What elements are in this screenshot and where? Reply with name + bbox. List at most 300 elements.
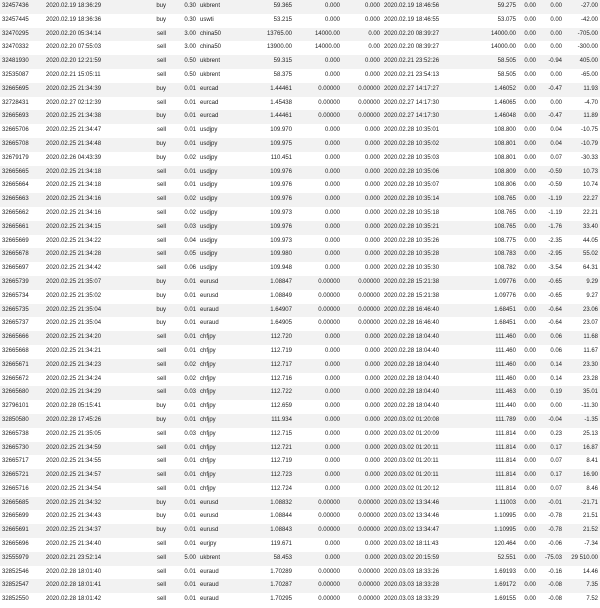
cell-profit: 16.90 [564, 469, 600, 483]
table-row[interactable] [0, 455, 600, 469]
cell-profit: -42.00 [564, 14, 600, 28]
cell-commission: 0.00 [518, 524, 538, 538]
cell-size: 0.04 [168, 235, 198, 249]
cell-close-time: 2020.02.28 10:35:28 [382, 248, 472, 262]
cell-profit: -1.35 [564, 414, 600, 428]
cell-symbol: uswti [198, 14, 240, 28]
cell-close-price: 59.275 [472, 0, 518, 14]
cell-profit: 11.67 [564, 345, 600, 359]
cell-take-profit: 0.000 [342, 442, 382, 456]
cell-profit: -21.71 [564, 497, 600, 511]
cell-open-time: 2020.02.25 21:34:37 [44, 524, 136, 538]
table-row[interactable] [0, 28, 600, 42]
table-row[interactable] [0, 207, 600, 221]
cell-profit: 10.74 [564, 179, 600, 193]
cell-take-profit: 0.00000 [342, 317, 382, 331]
cell-swap: -3.54 [538, 262, 564, 276]
cell-ticket: 32665735 [0, 304, 44, 318]
cell-stop-loss: 0.00000 [294, 579, 342, 593]
cell-type: sell [136, 97, 168, 111]
cell-close-price: 108.806 [472, 179, 518, 193]
cell-close-price: 111.789 [472, 414, 518, 428]
cell-commission: 0.00 [518, 152, 538, 166]
cell-symbol: chfjpy [198, 386, 240, 400]
cell-take-profit: 0.000 [342, 138, 382, 152]
cell-commission: 0.00 [518, 124, 538, 138]
cell-close-price: 108.765 [472, 193, 518, 207]
table-row[interactable] [0, 579, 600, 593]
cell-ticket: 32665697 [0, 262, 44, 276]
cell-take-profit: 0.000 [342, 414, 382, 428]
cell-type: sell [136, 483, 168, 497]
cell-open-time: 2020.02.25 21:34:48 [44, 138, 136, 152]
cell-close-price: 108.809 [472, 166, 518, 180]
cell-close-price: 14000.00 [472, 28, 518, 42]
cell-close-price: 111.460 [472, 331, 518, 345]
cell-size: 0.50 [168, 69, 198, 83]
cell-profit: -4.70 [564, 97, 600, 111]
cell-stop-loss: 0.00000 [294, 566, 342, 580]
cell-open-price: 1.08847 [240, 276, 294, 290]
cell-size: 0.30 [168, 14, 198, 28]
table-row[interactable] [0, 359, 600, 373]
table-row[interactable] [0, 262, 600, 276]
cell-open-time: 2020.02.20 07:55:03 [44, 41, 136, 55]
cell-size: 0.01 [168, 469, 198, 483]
cell-take-profit: 0.00000 [342, 97, 382, 111]
cell-profit: 9.29 [564, 276, 600, 290]
cell-swap: -0.47 [538, 110, 564, 124]
table-row[interactable] [0, 497, 600, 511]
table-row[interactable] [0, 538, 600, 552]
cell-profit: 21.52 [564, 524, 600, 538]
cell-open-time: 2020.02.25 21:35:07 [44, 276, 136, 290]
cell-symbol: chfjpy [198, 359, 240, 373]
cell-close-price: 108.782 [472, 262, 518, 276]
cell-close-time: 2020.02.27 14:17:27 [382, 83, 472, 97]
cell-stop-loss: 0.000 [294, 428, 342, 442]
cell-open-price: 109.976 [240, 221, 294, 235]
cell-commission: 0.00 [518, 566, 538, 580]
cell-close-price: 1.46065 [472, 97, 518, 111]
cell-open-time: 2020.02.25 21:34:38 [44, 110, 136, 124]
cell-profit: 16.87 [564, 442, 600, 456]
cell-type: sell [136, 262, 168, 276]
cell-close-price: 1.69155 [472, 593, 518, 607]
cell-commission: 0.00 [518, 41, 538, 55]
cell-close-time: 2020.03.03 18:33:29 [382, 593, 472, 607]
cell-open-time: 2020.02.25 21:34:18 [44, 179, 136, 193]
cell-open-time: 2020.02.27 02:12:39 [44, 97, 136, 111]
cell-stop-loss: 0.000 [294, 414, 342, 428]
table-row[interactable] [0, 483, 600, 497]
cell-ticket: 32665734 [0, 290, 44, 304]
cell-stop-loss: 0.000 [294, 0, 342, 14]
cell-commission: 0.00 [518, 290, 538, 304]
cell-ticket: 32665661 [0, 221, 44, 235]
cell-swap: 0.00 [538, 69, 564, 83]
table-row[interactable] [0, 124, 600, 138]
cell-size: 0.01 [168, 304, 198, 318]
cell-symbol: usdjpy [198, 152, 240, 166]
cell-open-price: 1.08832 [240, 497, 294, 511]
cell-open-price: 59.365 [240, 0, 294, 14]
cell-profit: 8.41 [564, 455, 600, 469]
cell-open-time: 2020.02.25 21:34:47 [44, 124, 136, 138]
table-row[interactable] [0, 290, 600, 304]
table-row[interactable] [0, 55, 600, 69]
table-row[interactable] [0, 69, 600, 83]
table-row[interactable] [0, 14, 600, 28]
cell-close-time: 2020.03.02 01:20:11 [382, 442, 472, 456]
cell-open-time: 2020.02.26 04:43:39 [44, 152, 136, 166]
cell-ticket: 32852546 [0, 566, 44, 580]
cell-type: buy [136, 524, 168, 538]
cell-close-price: 108.765 [472, 207, 518, 221]
cell-open-time: 2020.02.28 18:01:42 [44, 593, 136, 607]
cell-open-price: 59.315 [240, 55, 294, 69]
cell-size: 3.00 [168, 28, 198, 42]
cell-type: sell [136, 221, 168, 235]
cell-symbol: usdjpy [198, 193, 240, 207]
cell-type: sell [136, 373, 168, 387]
table-row[interactable] [0, 386, 600, 400]
table-row[interactable] [0, 221, 600, 235]
cell-profit: 22.21 [564, 207, 600, 221]
cell-close-time: 2020.02.27 14:17:30 [382, 110, 472, 124]
cell-swap: -0.94 [538, 55, 564, 69]
cell-symbol: usdjpy [198, 221, 240, 235]
cell-size: 0.02 [168, 207, 198, 221]
cell-commission: 0.00 [518, 207, 538, 221]
cell-open-time: 2020.02.25 21:35:04 [44, 304, 136, 318]
cell-take-profit: 0.000 [342, 400, 382, 414]
cell-commission: 0.00 [518, 593, 538, 607]
cell-type: sell [136, 41, 168, 55]
table-row[interactable] [0, 138, 600, 152]
cell-stop-loss: 0.000 [294, 166, 342, 180]
cell-open-price: 119.671 [240, 538, 294, 552]
cell-stop-loss: 0.000 [294, 386, 342, 400]
cell-stop-loss: 0.000 [294, 373, 342, 387]
cell-open-time: 2020.02.25 21:34:21 [44, 345, 136, 359]
cell-profit: -705.00 [564, 28, 600, 42]
cell-open-price: 111.934 [240, 414, 294, 428]
cell-open-time: 2020.02.25 21:34:22 [44, 235, 136, 249]
cell-size: 0.01 [168, 455, 198, 469]
cell-commission: 0.00 [518, 110, 538, 124]
cell-commission: 0.00 [518, 262, 538, 276]
table-row[interactable] [0, 317, 600, 331]
cell-swap: 0.14 [538, 373, 564, 387]
cell-close-time: 2020.02.28 10:35:26 [382, 235, 472, 249]
cell-type: buy [136, 317, 168, 331]
cell-close-price: 1.46048 [472, 110, 518, 124]
cell-close-time: 2020.03.02 01:20:11 [382, 455, 472, 469]
table-row[interactable] [0, 414, 600, 428]
cell-type: sell [136, 538, 168, 552]
cell-profit: 21.51 [564, 510, 600, 524]
cell-stop-loss: 0.000 [294, 483, 342, 497]
cell-ticket: 32665662 [0, 207, 44, 221]
cell-profit: 29 510.00 [564, 552, 600, 566]
cell-open-time: 2020.02.25 21:35:05 [44, 428, 136, 442]
table-row[interactable] [0, 152, 600, 166]
cell-ticket: 32481930 [0, 55, 44, 69]
table-row[interactable] [0, 276, 600, 290]
cell-close-time: 2020.02.19 18:46:55 [382, 14, 472, 28]
cell-open-time: 2020.02.25 21:34:54 [44, 483, 136, 497]
cell-close-price: 1.10995 [472, 510, 518, 524]
cell-close-time: 2020.02.28 16:46:40 [382, 317, 472, 331]
cell-symbol: chfjpy [198, 331, 240, 345]
cell-stop-loss: 0.000 [294, 455, 342, 469]
cell-commission: 0.00 [518, 345, 538, 359]
cell-open-time: 2020.02.25 21:34:55 [44, 455, 136, 469]
cell-ticket: 32665672 [0, 373, 44, 387]
cell-close-time: 2020.02.28 10:35:06 [382, 166, 472, 180]
cell-close-time: 2020.03.02 13:34:46 [382, 497, 472, 511]
cell-swap: -1.76 [538, 221, 564, 235]
cell-type: sell [136, 455, 168, 469]
cell-symbol: chfjpy [198, 442, 240, 456]
cell-swap: 0.00 [538, 400, 564, 414]
cell-swap: 0.00 [538, 28, 564, 42]
cell-profit: -65.00 [564, 69, 600, 83]
cell-stop-loss: 0.00000 [294, 524, 342, 538]
cell-commission: 0.00 [518, 538, 538, 552]
cell-take-profit: 0.000 [342, 373, 382, 387]
cell-take-profit: 0.000 [342, 0, 382, 14]
cell-size: 0.03 [168, 428, 198, 442]
table-row[interactable] [0, 524, 600, 538]
cell-symbol: usdjpy [198, 166, 240, 180]
cell-close-price: 1.46052 [472, 83, 518, 97]
cell-close-time: 2020.02.27 14:17:30 [382, 97, 472, 111]
cell-ticket: 32665693 [0, 110, 44, 124]
cell-open-time: 2020.02.25 21:34:24 [44, 373, 136, 387]
cell-swap: 0.00 [538, 14, 564, 28]
cell-swap: 0.19 [538, 386, 564, 400]
cell-open-price: 1.70295 [240, 593, 294, 607]
cell-type: buy [136, 290, 168, 304]
cell-type: buy [136, 304, 168, 318]
table-row[interactable] [0, 179, 600, 193]
cell-commission: 0.00 [518, 193, 538, 207]
cell-ticket: 32665678 [0, 248, 44, 262]
cell-open-price: 109.976 [240, 166, 294, 180]
cell-open-time: 2020.02.25 21:34:15 [44, 221, 136, 235]
cell-size: 0.01 [168, 442, 198, 456]
cell-size: 0.01 [168, 524, 198, 538]
cell-close-time: 2020.02.28 16:46:40 [382, 304, 472, 318]
cell-take-profit: 0.000 [342, 359, 382, 373]
cell-open-time: 2020.02.21 15:05:11 [44, 69, 136, 83]
cell-close-time: 2020.02.28 15:21:38 [382, 276, 472, 290]
cell-profit: 8.46 [564, 483, 600, 497]
cell-ticket: 32470295 [0, 28, 44, 42]
cell-type: sell [136, 566, 168, 580]
cell-size: 0.01 [168, 593, 198, 607]
cell-commission: 0.00 [518, 428, 538, 442]
table-row[interactable] [0, 97, 600, 111]
cell-take-profit: 0.00000 [342, 593, 382, 607]
cell-type: sell [136, 386, 168, 400]
cell-open-price: 53.215 [240, 14, 294, 28]
cell-symbol: usdjpy [198, 207, 240, 221]
cell-type: buy [136, 400, 168, 414]
cell-swap: 0.14 [538, 359, 564, 373]
cell-close-time: 2020.02.28 15:21:38 [382, 290, 472, 304]
cell-close-time: 2020.02.20 08:39:27 [382, 28, 472, 42]
cell-size: 0.01 [168, 110, 198, 124]
cell-close-time: 2020.03.02 01:20:08 [382, 414, 472, 428]
cell-close-time: 2020.02.28 18:04:40 [382, 359, 472, 373]
cell-swap: -0.59 [538, 179, 564, 193]
cell-stop-loss: 0.00000 [294, 290, 342, 304]
cell-swap: 0.07 [538, 455, 564, 469]
cell-close-time: 2020.02.28 10:35:03 [382, 152, 472, 166]
cell-close-time: 2020.02.28 18:04:40 [382, 331, 472, 345]
cell-ticket: 32665685 [0, 497, 44, 511]
table-row[interactable] [0, 0, 600, 14]
cell-commission: 0.00 [518, 497, 538, 511]
cell-take-profit: 0.00000 [342, 510, 382, 524]
cell-stop-loss: 0.000 [294, 469, 342, 483]
cell-swap: 0.00 [538, 41, 564, 55]
cell-swap: 0.06 [538, 345, 564, 359]
table-row[interactable] [0, 83, 600, 97]
cell-size: 0.01 [168, 400, 198, 414]
cell-close-price: 52.551 [472, 552, 518, 566]
cell-open-price: 109.970 [240, 124, 294, 138]
cell-size: 0.01 [168, 317, 198, 331]
cell-open-time: 2020.02.20 12:21:59 [44, 55, 136, 69]
cell-close-price: 108.765 [472, 221, 518, 235]
cell-take-profit: 0.000 [342, 248, 382, 262]
table-row[interactable] [0, 41, 600, 55]
cell-take-profit: 0.000 [342, 552, 382, 566]
cell-close-time: 2020.02.28 10:35:21 [382, 221, 472, 235]
cell-stop-loss: 0.00000 [294, 497, 342, 511]
cell-commission: 0.00 [518, 55, 538, 69]
cell-commission: 0.00 [518, 442, 538, 456]
table-row[interactable] [0, 469, 600, 483]
cell-size: 5.00 [168, 552, 198, 566]
cell-symbol: usdjpy [198, 262, 240, 276]
table-row[interactable] [0, 166, 600, 180]
cell-commission: 0.00 [518, 483, 538, 497]
table-row[interactable] [0, 593, 600, 607]
table-row[interactable] [0, 428, 600, 442]
cell-ticket: 32796101 [0, 400, 44, 414]
cell-profit: 11.93 [564, 83, 600, 97]
cell-symbol: eurjpy [198, 538, 240, 552]
cell-size: 0.01 [168, 538, 198, 552]
cell-type: sell [136, 248, 168, 262]
table-row[interactable] [0, 304, 600, 318]
cell-swap: 0.04 [538, 124, 564, 138]
cell-close-price: 58.505 [472, 55, 518, 69]
cell-close-price: 111.460 [472, 345, 518, 359]
cell-stop-loss: 0.00000 [294, 97, 342, 111]
cell-swap: -0.06 [538, 538, 564, 552]
cell-take-profit: 0.000 [342, 124, 382, 138]
table-row[interactable] [0, 373, 600, 387]
cell-open-price: 109.976 [240, 179, 294, 193]
cell-open-price: 112.719 [240, 345, 294, 359]
cell-stop-loss: 0.000 [294, 124, 342, 138]
cell-swap: -0.78 [538, 510, 564, 524]
cell-close-price: 108.801 [472, 138, 518, 152]
cell-profit: 44.05 [564, 235, 600, 249]
table-row[interactable] [0, 442, 600, 456]
cell-size: 0.02 [168, 359, 198, 373]
table-row[interactable] [0, 345, 600, 359]
cell-close-price: 111.814 [472, 442, 518, 456]
cell-open-price: 58.453 [240, 552, 294, 566]
cell-commission: 0.00 [518, 469, 538, 483]
cell-take-profit: 0.00000 [342, 579, 382, 593]
cell-open-price: 112.659 [240, 400, 294, 414]
cell-symbol: eurcad [198, 110, 240, 124]
cell-stop-loss: 0.000 [294, 179, 342, 193]
table-row[interactable] [0, 331, 600, 345]
cell-profit: 405.00 [564, 55, 600, 69]
cell-stop-loss: 0.000 [294, 331, 342, 345]
table-row[interactable] [0, 110, 600, 124]
cell-type: sell [136, 552, 168, 566]
cell-commission: 0.00 [518, 0, 538, 14]
table-row[interactable] [0, 193, 600, 207]
table-row[interactable] [0, 248, 600, 262]
cell-ticket: 32665691 [0, 524, 44, 538]
cell-ticket: 32665668 [0, 345, 44, 359]
cell-type: buy [136, 497, 168, 511]
cell-close-time: 2020.02.28 10:35:14 [382, 193, 472, 207]
cell-size: 0.02 [168, 193, 198, 207]
table-row[interactable] [0, 510, 600, 524]
cell-profit: -300.00 [564, 41, 600, 55]
cell-type: sell [136, 193, 168, 207]
table-row[interactable] [0, 566, 600, 580]
cell-commission: 0.00 [518, 235, 538, 249]
cell-close-price: 53.075 [472, 14, 518, 28]
cell-profit: 33.40 [564, 221, 600, 235]
table-row[interactable] [0, 552, 600, 566]
cell-ticket: 32665699 [0, 510, 44, 524]
cell-commission: 0.00 [518, 248, 538, 262]
cell-take-profit: 0.00 [342, 41, 382, 55]
cell-ticket: 32457445 [0, 14, 44, 28]
cell-type: sell [136, 345, 168, 359]
cell-take-profit: 0.000 [342, 166, 382, 180]
cell-open-price: 1.08843 [240, 524, 294, 538]
cell-size: 0.03 [168, 386, 198, 400]
cell-ticket: 32535087 [0, 69, 44, 83]
cell-close-price: 120.464 [472, 538, 518, 552]
cell-take-profit: 0.00000 [342, 290, 382, 304]
cell-swap: -1.19 [538, 207, 564, 221]
cell-stop-loss: 0.000 [294, 207, 342, 221]
table-row[interactable] [0, 400, 600, 414]
cell-commission: 0.00 [518, 359, 538, 373]
cell-symbol: ukbrent [198, 69, 240, 83]
cell-take-profit: 0.000 [342, 262, 382, 276]
table-row[interactable] [0, 235, 600, 249]
cell-swap: -0.65 [538, 276, 564, 290]
cell-take-profit: 0.00000 [342, 276, 382, 290]
